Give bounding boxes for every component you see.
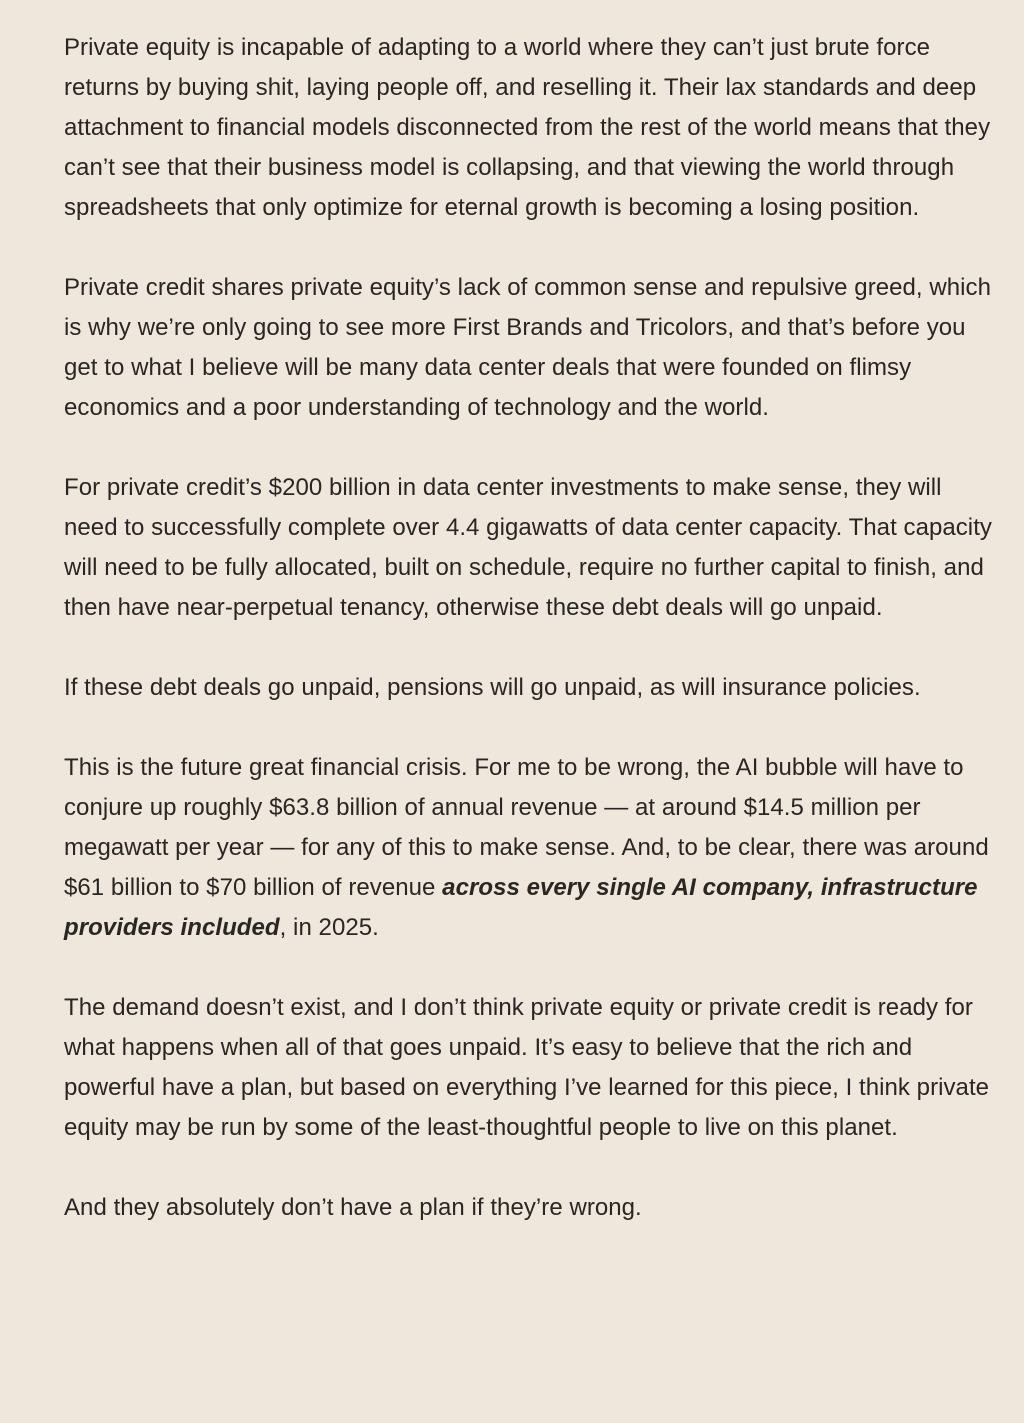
paragraph: Private credit shares private equity’s lack of common sense and repulsive greed, which is why we’re only going to see more First Brands and Tricolors, and that’s before you get to what I believe will be many data center deals that were founded on flimsy economics and a poor understanding of technology and the world.: [64, 274, 991, 421]
paragraph: The demand doesn’t exist, and I don’t think private equity or private credit is ready for what happens when all of that goes unpaid. It’s easy to believe that the rich and powerful have a plan, but based on everything I’ve learned for this piece, I think private equity may be run by some of the least-thoughtful people to live on this planet.: [64, 994, 990, 1141]
paragraph: Private equity is incapable of adapting to a world where they can’t just brute force returns by buying shit, laying people off, and reselling it. Their lax standards and deep attachment to financial models disconnected from the rest of the world means that they can’t see that their business model is collapsing, and that viewing the world through spreadsheets that only optimize for eternal growth is becoming a losing position.: [64, 34, 991, 221]
paragraph: [64, 748, 994, 948]
paragraph-text: This is the future great financial crisis. For me to be wrong, the AI bubble will have to conjure up roughly $63.8 billion of annual revenue — at around $14.5 million per megawatt per year — for any of this to make sense. And, to be clear, there was around $61 billion to $70 billion of revenue: [64, 754, 989, 901]
paragraph-text: , in 2025.: [279, 914, 379, 941]
paragraph: For private credit’s $200 billion in data center investments to make sense, they will need to successfully complete over 4.4 gigawatts of data center capacity. That capacity will need to be fully allocated, built on schedule, require no further capital to finish, and then have near-perpetual tenancy, otherwise these debt deals will go unpaid.: [64, 474, 992, 621]
article-body: [64, 28, 994, 1228]
emphasized-text: across every single AI company, infrastructure providers included: [64, 874, 978, 941]
paragraph: If these debt deals go unpaid, pensions will go unpaid, as will insurance policies.: [64, 674, 921, 701]
paragraph: And they absolutely don’t have a plan if they’re wrong.: [64, 1194, 642, 1221]
